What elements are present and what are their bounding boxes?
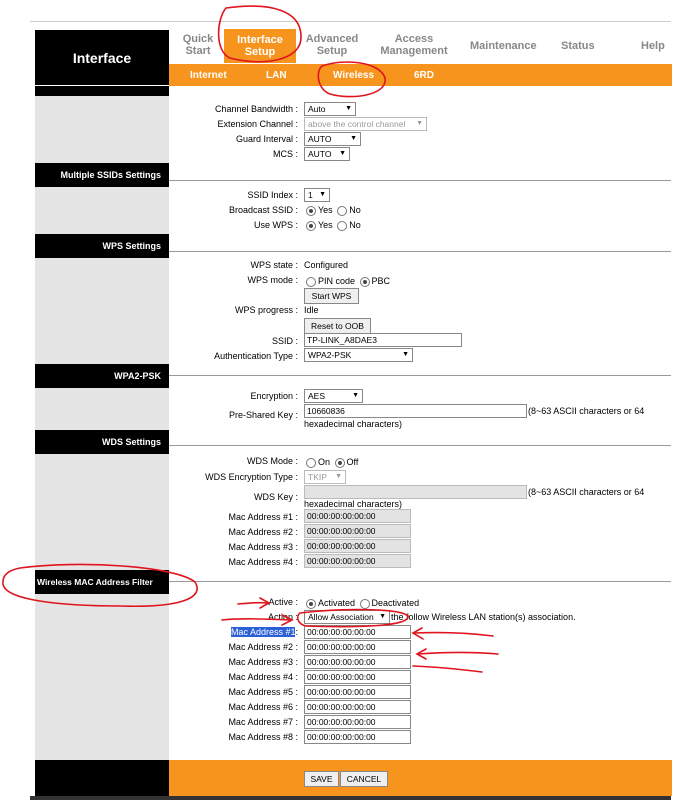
pbc-label: PBC xyxy=(371,276,391,286)
wps-progress-label: WPS progress : xyxy=(234,305,298,315)
guard-interval-select[interactable]: AUTO ▼ xyxy=(304,132,361,146)
section-wds: WDS Settings xyxy=(35,430,169,454)
mac-filter-label-suffix: : xyxy=(292,687,298,697)
mac-filter-label xyxy=(228,702,298,712)
yes-label: Yes xyxy=(318,220,333,230)
mcs-label: MCS : xyxy=(272,149,298,159)
authentication-type-label: Authentication Type : xyxy=(214,351,298,361)
encryption-select[interactable]: AES ▼ xyxy=(304,389,363,403)
active-radios xyxy=(304,598,419,609)
mac-filter-input[interactable]: 00:00:00:00:00:00 xyxy=(304,715,411,729)
pin-code-label: PIN code xyxy=(318,276,356,286)
extension-channel-label: Extension Channel : xyxy=(217,119,298,129)
subnav-6rd[interactable]: 6RD xyxy=(414,70,435,81)
nav-maintenance[interactable]: Maintenance xyxy=(470,40,537,52)
guard-interval-label: Guard Interval : xyxy=(235,134,298,144)
broadcast-no-radio[interactable] xyxy=(337,206,347,216)
cancel-button[interactable]: CANCEL xyxy=(340,771,388,787)
encryption-label: Encryption : xyxy=(250,391,298,401)
pre-shared-key-label: Pre-Shared Key : xyxy=(228,410,298,420)
nav-interface-setup[interactable]: Interface Setup xyxy=(224,29,296,63)
mac-filter-label-suffix: : xyxy=(292,717,298,727)
mac-filter-label-text: Mac Address #6 xyxy=(228,702,293,712)
nav-quick-start[interactable]: Quick Start xyxy=(182,33,214,57)
section-wpa2-psk: WPA2-PSK xyxy=(35,364,169,388)
mac-filter-input[interactable]: 00:00:00:00:00:00 xyxy=(304,685,411,699)
wds-mac-label: Mac Address #4 : xyxy=(228,557,298,567)
wps-state-label: WPS state : xyxy=(250,260,298,270)
psk-hint: (8~63 ASCII characters or 64 xyxy=(528,406,645,416)
footer-bar xyxy=(169,760,672,796)
arrow-annotation xyxy=(417,649,426,659)
wps-mode-label: WPS mode : xyxy=(247,275,298,285)
yes-label: Yes xyxy=(318,205,333,215)
mac-filter-label-suffix: : xyxy=(292,657,298,667)
wds-mac-input[interactable]: 00:00:00:00:00:00 xyxy=(304,524,411,538)
section-divider xyxy=(169,251,671,252)
wds-mac-label: Mac Address #1 : xyxy=(228,512,298,522)
nav-advanced-setup[interactable]: Advanced Setup xyxy=(305,33,359,57)
action-description: the follow Wireless LAN station(s) association. xyxy=(391,612,576,622)
no-label: No xyxy=(349,205,361,215)
mac-filter-label xyxy=(228,672,298,682)
on-label: On xyxy=(318,457,331,467)
ssid-input[interactable]: TP-LINK_A8DAE3 xyxy=(304,333,462,347)
wps-pbc-radio[interactable] xyxy=(360,277,370,287)
section-divider xyxy=(169,581,671,582)
mac-filter-input[interactable]: 00:00:00:00:00:00 xyxy=(304,700,411,714)
authentication-type-select[interactable]: WPA2-PSK ▼ xyxy=(304,348,413,362)
subnav-internet[interactable]: Internet xyxy=(190,70,227,81)
section-divider xyxy=(169,445,671,446)
mac-filter-label-text: Mac Address #2 xyxy=(228,642,293,652)
mac-filter-label-suffix: : xyxy=(292,642,298,652)
activated-radio[interactable] xyxy=(306,599,316,609)
wds-key-input[interactable] xyxy=(304,485,527,499)
broadcast-yes-radio[interactable] xyxy=(306,206,316,216)
wds-mac-input[interactable]: 00:00:00:00:00:00 xyxy=(304,554,411,568)
broadcast-ssid-radios xyxy=(304,205,361,216)
mac-filter-label-text: Mac Address #1 xyxy=(230,627,296,637)
section-wps: WPS Settings xyxy=(35,234,169,258)
arrow-annotation xyxy=(418,653,498,655)
no-label: No xyxy=(349,220,361,230)
left-column xyxy=(35,86,169,760)
mac-filter-label-text: Mac Address #3 xyxy=(228,657,293,667)
mac-filter-label-text: Mac Address #5 xyxy=(228,687,293,697)
wds-mac-input[interactable]: 00:00:00:00:00:00 xyxy=(304,509,411,523)
section-divider xyxy=(169,180,671,181)
ssid-index-select[interactable]: 1 ▼ xyxy=(304,188,330,202)
mac-filter-label xyxy=(228,687,298,697)
mac-filter-label-text: Mac Address #4 xyxy=(228,672,293,682)
section-multiple-ssids: Multiple SSIDs Settings xyxy=(35,163,169,187)
wds-encryption-type-select[interactable]: TKIP ▼ xyxy=(304,470,346,484)
top-divider xyxy=(30,21,671,22)
mac-filter-input[interactable]: 00:00:00:00:00:00 xyxy=(304,655,411,669)
wps-pin-code-radio[interactable] xyxy=(306,277,316,287)
off-label: Off xyxy=(346,457,359,467)
wds-mac-input[interactable]: 00:00:00:00:00:00 xyxy=(304,539,411,553)
wps-state-value: Configured xyxy=(304,260,349,270)
deactivated-radio[interactable] xyxy=(360,599,370,609)
mac-filter-input[interactable]: 00:00:00:00:00:00 xyxy=(304,730,411,744)
activated-label: Activated xyxy=(318,598,356,608)
mcs-select[interactable]: AUTO ▼ xyxy=(304,147,350,161)
mac-filter-label xyxy=(231,627,298,637)
nav-status[interactable]: Status xyxy=(561,40,595,52)
mac-filter-label-text: Mac Address #7 xyxy=(228,717,293,727)
use-wps-yes-radio[interactable] xyxy=(306,221,316,231)
save-button[interactable]: SAVE xyxy=(304,771,339,787)
wds-mac-label: Mac Address #2 : xyxy=(228,527,298,537)
wds-key-hint: (8~63 ASCII characters or 64 xyxy=(528,487,645,497)
wds-off-radio[interactable] xyxy=(335,458,345,468)
ssid-label: SSID : xyxy=(271,336,298,346)
mac-filter-label-text: Mac Address #8 xyxy=(228,732,293,742)
broadcast-ssid-label: Broadcast SSID : xyxy=(228,205,298,215)
channel-bandwidth-select[interactable]: Auto ▼ xyxy=(304,102,356,116)
pre-shared-key-input[interactable]: 10660836 xyxy=(304,404,527,418)
start-wps-button[interactable]: Start WPS xyxy=(304,288,359,304)
use-wps-no-radio[interactable] xyxy=(337,221,347,231)
action-label: Action : xyxy=(267,612,298,622)
psk-hint-cont: hexadecimal characters) xyxy=(304,419,403,429)
partial-section-header xyxy=(35,86,169,96)
section-mac-filter: Wireless MAC Address Filter xyxy=(35,570,169,594)
section-divider xyxy=(169,375,671,376)
wds-on-radio[interactable] xyxy=(306,458,316,468)
arrow-annotation xyxy=(238,603,268,604)
arrow-annotation xyxy=(413,628,423,639)
bottom-divider xyxy=(30,796,671,800)
deactivated-label: Deactivated xyxy=(371,598,420,608)
arrow-annotation xyxy=(414,633,493,636)
wds-mode-radios xyxy=(304,457,358,468)
mac-filter-label xyxy=(228,642,298,652)
wds-key-label: WDS Key : xyxy=(253,492,298,502)
subnav-wireless[interactable]: Wireless xyxy=(333,70,375,81)
ssid-index-label: SSID Index : xyxy=(247,190,298,200)
mac-filter-input[interactable]: 00:00:00:00:00:00 xyxy=(304,670,411,684)
wds-mac-label: Mac Address #3 : xyxy=(228,542,298,552)
action-select[interactable]: Allow Association ▼ xyxy=(304,610,390,624)
reset-to-oob-button[interactable]: Reset to OOB xyxy=(304,318,371,334)
mac-filter-label-suffix: : xyxy=(295,627,298,637)
brand-title: Interface xyxy=(35,30,169,85)
mac-filter-input[interactable]: 00:00:00:00:00:00 xyxy=(304,640,411,654)
wds-encryption-type-label: WDS Encryption Type : xyxy=(205,472,298,482)
use-wps-label: Use WPS : xyxy=(253,220,298,230)
wds-mode-label: WDS Mode : xyxy=(246,456,298,466)
arrow-annotation xyxy=(413,666,482,672)
mac-filter-label-suffix: : xyxy=(292,672,298,682)
subnav-lan[interactable]: LAN xyxy=(266,70,287,81)
mac-filter-input[interactable]: 00:00:00:00:00:00 xyxy=(304,625,411,639)
use-wps-radios xyxy=(304,220,361,231)
nav-access-management[interactable]: Access Management xyxy=(380,33,448,57)
mac-filter-label xyxy=(228,717,298,727)
wps-mode-radios xyxy=(304,276,390,287)
wds-key-hint-cont: hexadecimal characters) xyxy=(304,499,403,509)
mac-filter-label xyxy=(228,657,298,667)
footer-left xyxy=(35,760,169,796)
wps-progress-value: Idle xyxy=(304,305,319,315)
channel-bandwidth-label: Channel Bandwidth : xyxy=(214,104,298,114)
nav-help[interactable]: Help xyxy=(641,40,665,52)
mac-filter-label-suffix: : xyxy=(292,702,298,712)
extension-channel-select[interactable]: above the control channel ▼ xyxy=(304,117,427,131)
mac-filter-label-suffix: : xyxy=(292,732,298,742)
mac-filter-label xyxy=(228,732,298,742)
active-label: Active : xyxy=(268,597,298,607)
